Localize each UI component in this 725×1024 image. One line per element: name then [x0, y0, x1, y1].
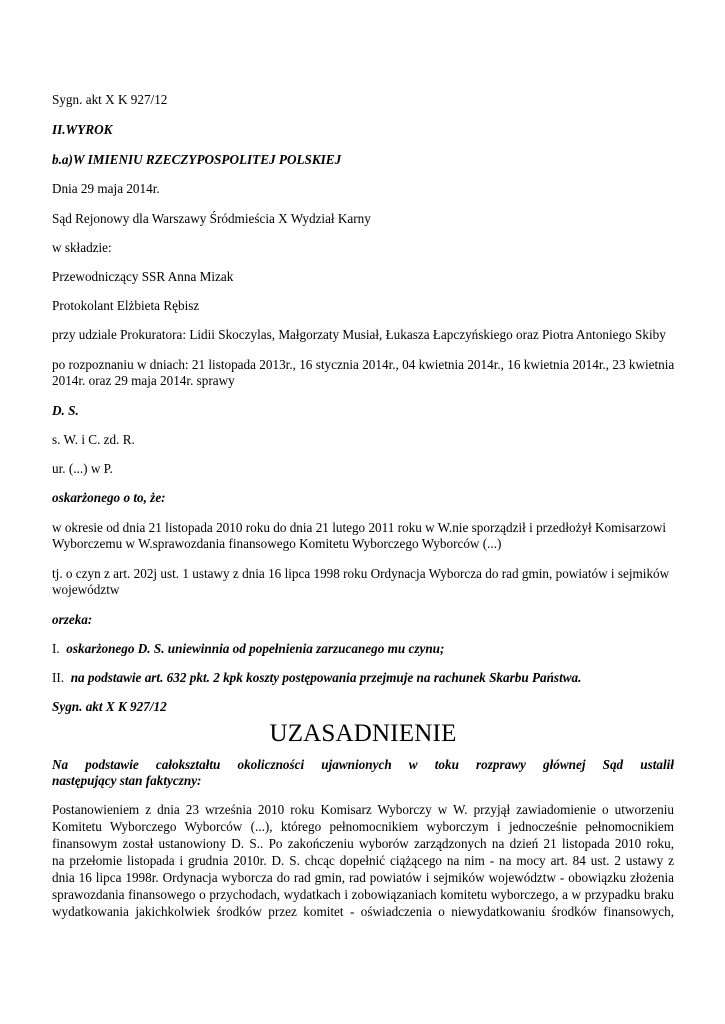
accused-heading: oskarżonego o to, że: [52, 490, 166, 505]
body-line: sprawozdania finansowego o przychodach, wydatkach i zobowiązaniach komitetu wyborczego, a w przypadku braku [52, 887, 674, 902]
article-line-1: tj. o czyn z art. 202j ust. 1 ustawy z dnia 16 lipca 1998 roku Ordynacja Wyborcza do rad gmin, powiatów i sejmików [52, 566, 670, 581]
body-line: wydatkowania jakichkolwiek środków przez komitet - oświadczenia o niewydatkowaniu środków finansowych, [52, 904, 674, 919]
ruling-item-2-text: na podstawie art. 632 pkt. 2 kpk koszty postępowania przejmuje na rachunek Skarbu Państwa. [70, 670, 582, 685]
defendant-birth: ur. (...) w P. [52, 461, 113, 476]
article-line-2: województw [52, 582, 120, 597]
court-clerk: Protokolant Elżbieta Rębisz [52, 298, 200, 313]
ruling-item-1-text: oskarżonego D. S. uniewinnia od popełnienia zarzucanego mu czynu; [66, 641, 445, 656]
ruling-item-1 [52, 641, 444, 657]
in-the-name-heading: b.a)W IMIENIU RZECZYPOSPOLITEJ POLSKIEJ [52, 152, 342, 167]
charge-line-2: Wyborczemu w W.sprawozdania finansowego Komitetu Wyborczego Wyborców (...) [52, 536, 502, 551]
chair-judge: Przewodniczący SSR Anna Mizak [52, 269, 234, 284]
prosecutors-line: przy udziale Prokuratora: Lidii Skoczylas, Małgorzaty Musiał, Łukasza Łapczyńskiego oraz Piotra Antoniego Skiby [52, 327, 666, 342]
body-line: finansowym został ustanowiony D. S.. Po zakończeniu wyborów zarządzonych na dzień 21 listopada 2010 roku, [52, 836, 674, 851]
ruling-item-1-number: I. [52, 641, 60, 656]
charge-line-1: w okresie od dnia 21 listopada 2010 roku do dnia 21 lutego 2011 roku w W.nie sporządził i przedłożył Komisarzowi [52, 520, 667, 535]
body-line: dnia 16 lipca 1998r. Ordynacja wyborcza do rad gmin, rad powiatów i sejmików województw - obowiązku złożenia [52, 870, 674, 885]
case-signature-repeat: Sygn. akt X K 927/12 [52, 699, 167, 714]
verdict-date: Dnia 29 maja 2014r. [52, 181, 160, 196]
body-line: Komitetu Wyborczego Wyborców (...), którego pełnomocnikiem wyborczym i jednocześnie pełnomocnikiem [52, 819, 674, 834]
defendant-name: D. S. [52, 403, 79, 418]
justification-title: UZASADNIENIE [269, 720, 457, 747]
hearing-dates-line-2: 2014r. oraz 29 maja 2014r. sprawy [52, 373, 235, 388]
defendant-parents: s. W. i C. zd. R. [52, 432, 135, 447]
body-line: na przełomie listopada i grudnia 2010r. D. S. chcąc dopełnić ciążącego na nim - na mocy art. 84 ust. 2 ustawy z [52, 853, 674, 868]
justification-intro-line-2: następujący stan faktyczny: [52, 773, 202, 788]
court-name: Sąd Rejonowy dla Warszawy Śródmieścia X Wydział Karny [52, 211, 371, 226]
ruling-item-2 [52, 670, 581, 686]
body-line: Postanowieniem z dnia 23 września 2010 roku Komisarz Wyborczy w W. przyjął zawiadomienie o utworzeniu [52, 802, 674, 817]
ruling-item-2-number: II. [52, 670, 65, 685]
verdict-label: II.WYROK [52, 122, 113, 137]
case-signature: Sygn. akt X K 927/12 [52, 92, 168, 107]
justification-intro-line-1: Na podstawie całokształtu okoliczności ujawnionych w toku rozprawy głównej Sąd ustalił [52, 757, 674, 772]
hearing-dates-line-1: po rozpoznaniu w dniach: 21 listopada 2013r., 16 stycznia 2014r., 04 kwietnia 2014r., 16 kwietnia 2014r., 23 kwietnia [52, 357, 675, 372]
ruling-heading: orzeka: [52, 612, 93, 627]
composition-label: w składzie: [52, 240, 112, 255]
